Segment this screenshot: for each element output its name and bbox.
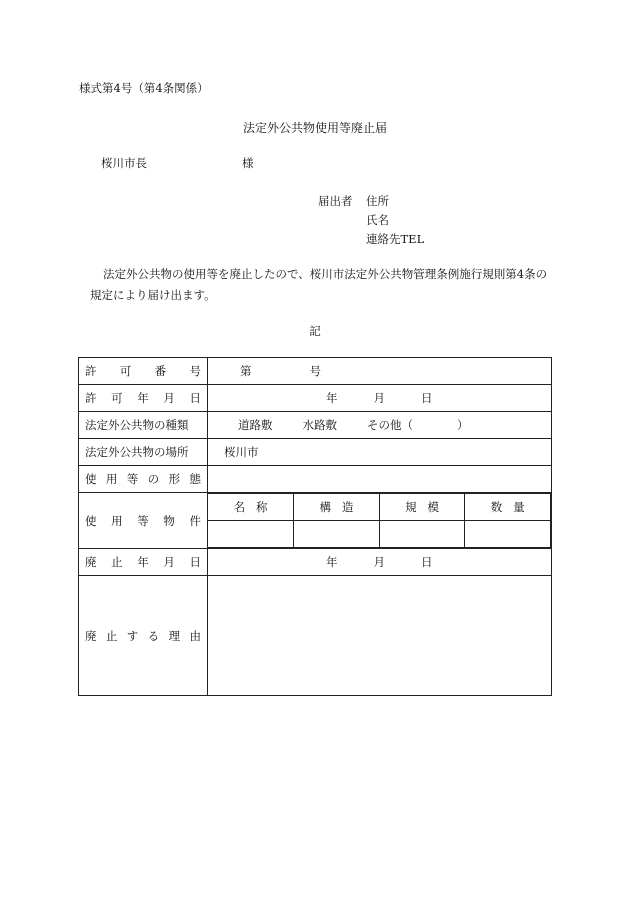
column-scale: 規 模 (379, 494, 465, 521)
ki-heading: 記 (309, 324, 321, 338)
label-permit-number (79, 358, 208, 385)
label-char: 可 (111, 391, 123, 405)
row-abolish-date (79, 549, 552, 576)
applicant-address-label: 住所 (366, 194, 389, 208)
honorific: 様 (242, 156, 254, 170)
label-char: 止 (105, 628, 118, 643)
column-name: 名 称 (208, 494, 294, 521)
label-char: 等 (137, 513, 149, 528)
day-unit: 日 (421, 555, 433, 569)
row-reason (79, 576, 552, 696)
label-char: 可 (119, 364, 132, 378)
label-char: 廃 (85, 555, 97, 569)
form-number: 様式第4号（第4条関係） (79, 81, 209, 95)
body-text-line2: 規定により届け出ます。 (90, 288, 216, 302)
label-char: 等 (126, 472, 139, 486)
label-char: 止 (111, 555, 123, 569)
permit-number-suffix: 号 (309, 364, 321, 378)
permit-number-field[interactable] (208, 358, 552, 385)
label-char: 日 (189, 555, 201, 569)
label-char: 月 (163, 391, 175, 405)
row-form-of-use (79, 466, 552, 493)
label-char: 使 (85, 472, 97, 486)
addressee: 桜川市長 (101, 156, 147, 170)
row-permit-date (79, 385, 552, 412)
item-name-input[interactable] (208, 521, 294, 548)
label-char: の (147, 472, 160, 486)
option-waterway[interactable]: 水路敷 (302, 418, 337, 432)
year-unit: 年 (326, 555, 338, 569)
label-char: 許 (85, 391, 97, 405)
option-other[interactable]: その他（ (367, 418, 413, 432)
year-unit: 年 (326, 391, 338, 405)
label-permit-date (79, 385, 208, 412)
item-structure-input[interactable] (294, 521, 380, 548)
row-items (79, 493, 552, 549)
label-char: 態 (189, 472, 201, 486)
label-char: 日 (189, 391, 201, 405)
permit-number-prefix: 第 (240, 364, 252, 378)
type-field[interactable] (208, 412, 552, 439)
label-location: 法定外公共物の場所 (79, 439, 208, 466)
label-items (79, 493, 208, 549)
items-header-row (208, 494, 551, 521)
label-char: 理 (168, 628, 181, 643)
items-grid (208, 493, 551, 548)
label-char: 用 (111, 513, 123, 528)
label-reason (79, 576, 208, 696)
label-char: 使 (85, 513, 97, 528)
label-char: 件 (189, 513, 201, 528)
label-char: 許 (85, 364, 97, 378)
abolish-date-field[interactable] (208, 549, 552, 576)
label-char: 月 (163, 555, 175, 569)
label-char: 号 (189, 364, 201, 378)
applicant-name-label: 氏名 (366, 213, 389, 227)
label-char: 年 (137, 555, 149, 569)
location-value: 桜川市 (224, 445, 259, 459)
month-unit: 月 (373, 555, 385, 569)
items-grid-cell (208, 493, 552, 549)
reason-field[interactable] (208, 576, 552, 696)
permit-date-field[interactable] (208, 385, 552, 412)
day-unit: 日 (421, 391, 433, 405)
location-field[interactable] (208, 439, 552, 466)
label-char: 由 (189, 628, 201, 643)
label-char: 物 (163, 513, 175, 528)
label-char: 番 (154, 364, 167, 378)
label-char: 廃 (85, 628, 97, 643)
notification-table (78, 357, 552, 696)
column-quantity: 数 量 (465, 494, 551, 521)
items-input-row (208, 521, 551, 548)
row-permit-number (79, 358, 552, 385)
option-road[interactable]: 道路敷 (238, 418, 273, 432)
label-char: す (126, 628, 139, 643)
label-form-of-use (79, 466, 208, 493)
item-quantity-input[interactable] (465, 521, 551, 548)
row-location (79, 439, 552, 466)
label-char: 形 (168, 472, 181, 486)
label-type: 法定外公共物の種類 (79, 412, 208, 439)
month-unit: 月 (373, 391, 385, 405)
form-of-use-field[interactable] (208, 466, 552, 493)
item-scale-input[interactable] (379, 521, 465, 548)
column-structure: 構 造 (294, 494, 380, 521)
row-type (79, 412, 552, 439)
body-text-line1: 法定外公共物の使用等を廃止したので、桜川市法定外公共物管理条例施行規則第4条の (103, 267, 548, 281)
document-title: 法定外公共物使用等廃止届 (242, 121, 387, 135)
applicant-contact-label: 連絡先TEL (366, 232, 425, 246)
label-abolish-date (79, 549, 208, 576)
label-char: 用 (105, 472, 118, 486)
label-char: る (147, 628, 160, 643)
applicant-label: 届出者 (318, 194, 353, 208)
label-char: 年 (137, 391, 149, 405)
option-other-close: ） (457, 418, 469, 432)
